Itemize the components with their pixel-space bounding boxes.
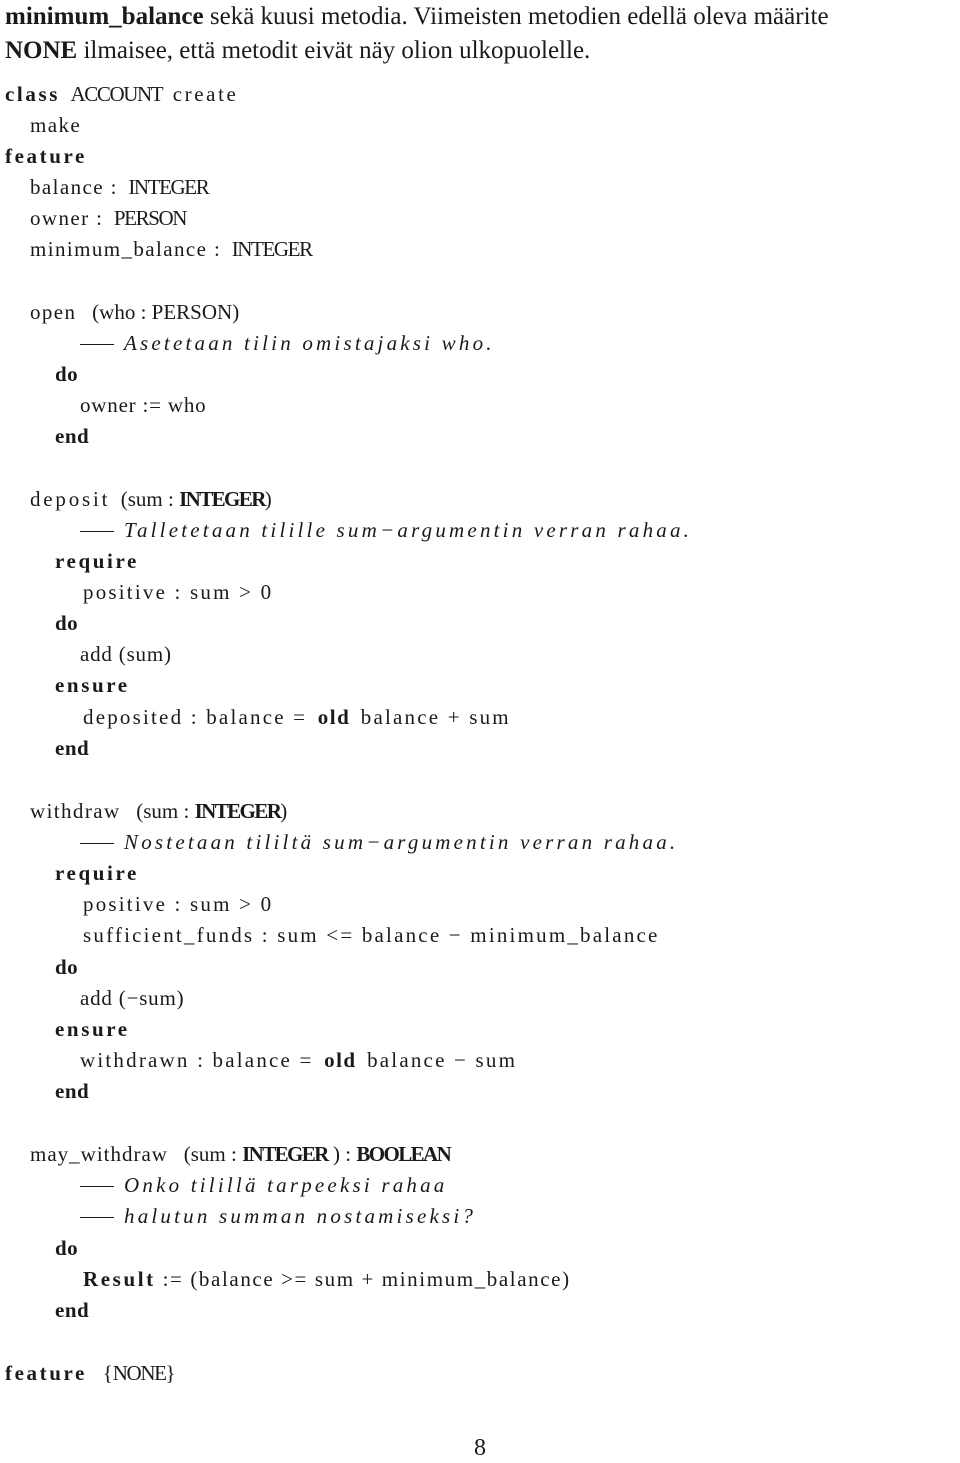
attribute-balance: balance : INTEGER	[30, 175, 209, 199]
deposit-postcondition: deposited : balance = old balance + sum	[83, 705, 511, 729]
deposit-ensure: ensure	[55, 673, 130, 697]
intro-line-2: NONE ilmaisee, että metodit eivät näy olion ulkopuolelle.	[5, 37, 591, 64]
deposit-end: end	[55, 736, 90, 760]
withdraw-signature: withdraw (sum : INTEGER)	[30, 799, 288, 823]
may-withdraw-do: do	[55, 1236, 79, 1260]
withdraw-do: do	[55, 955, 79, 979]
may-withdraw-end: end	[55, 1298, 90, 1322]
attribute-minimum-balance: minimum_balance : INTEGER	[30, 237, 312, 261]
page-number: 8	[474, 1435, 486, 1461]
withdraw-body: add (−sum)	[80, 986, 185, 1010]
comment-dash-icon	[80, 1186, 114, 1187]
deposit-do: do	[55, 611, 79, 635]
comment-dash-icon	[80, 344, 114, 345]
open-end: end	[55, 424, 90, 448]
may-withdraw-comment-2: halutun summan nostamiseksi?	[80, 1201, 476, 1232]
may-withdraw-body: Result := (balance >= sum + minimum_balance)	[83, 1267, 571, 1291]
comment-dash-icon	[80, 531, 114, 532]
deposit-comment: Talletetaan tilille sum−argumentin verran rahaa.	[80, 515, 692, 546]
class-header: class ACCOUNT create	[5, 82, 239, 106]
attribute-owner: owner : PERSON	[30, 206, 186, 230]
create-make: make	[30, 113, 82, 137]
intro-term-none: NONE	[5, 37, 78, 64]
feature-none-clause: feature {NONE}	[5, 1361, 176, 1385]
comment-dash-icon	[80, 1217, 114, 1218]
may-withdraw-comment-1: Onko tilillä tarpeeksi rahaa	[80, 1170, 448, 1201]
intro-paragraph	[5, 0, 955, 68]
comment-dash-icon	[80, 843, 114, 844]
withdraw-precondition-sufficient-funds: sufficient_funds : sum <= balance − minimum_balance	[83, 923, 660, 947]
open-signature: open (who : PERSON)	[30, 300, 240, 324]
open-do: do	[55, 362, 79, 386]
withdraw-postcondition: withdrawn : balance = old balance − sum	[80, 1048, 518, 1072]
open-body: owner := who	[80, 393, 207, 417]
deposit-body: add (sum)	[80, 642, 172, 666]
deposit-require: require	[55, 549, 139, 573]
open-comment: Asetetaan tilin omistajaksi who.	[80, 328, 495, 359]
withdraw-comment: Nostetaan tililtä sum−argumentin verran rahaa.	[80, 827, 678, 858]
deposit-signature: deposit (sum : INTEGER)	[30, 487, 272, 511]
deposit-precondition-positive: positive : sum > 0	[83, 580, 274, 604]
withdraw-precondition-positive: positive : sum > 0	[83, 892, 274, 916]
may-withdraw-signature: may_withdraw (sum : INTEGER ) : BOOLEAN	[30, 1142, 451, 1166]
intro-term-minimum-balance: minimum_balance	[5, 3, 204, 30]
intro-line-1: minimum_balance sekä kuusi metodia. Viimeisten metodien edellä oleva määrite	[5, 3, 829, 30]
withdraw-end: end	[55, 1079, 90, 1103]
withdraw-require: require	[55, 861, 139, 885]
feature-keyword: feature	[5, 144, 87, 168]
withdraw-ensure: ensure	[55, 1017, 130, 1041]
